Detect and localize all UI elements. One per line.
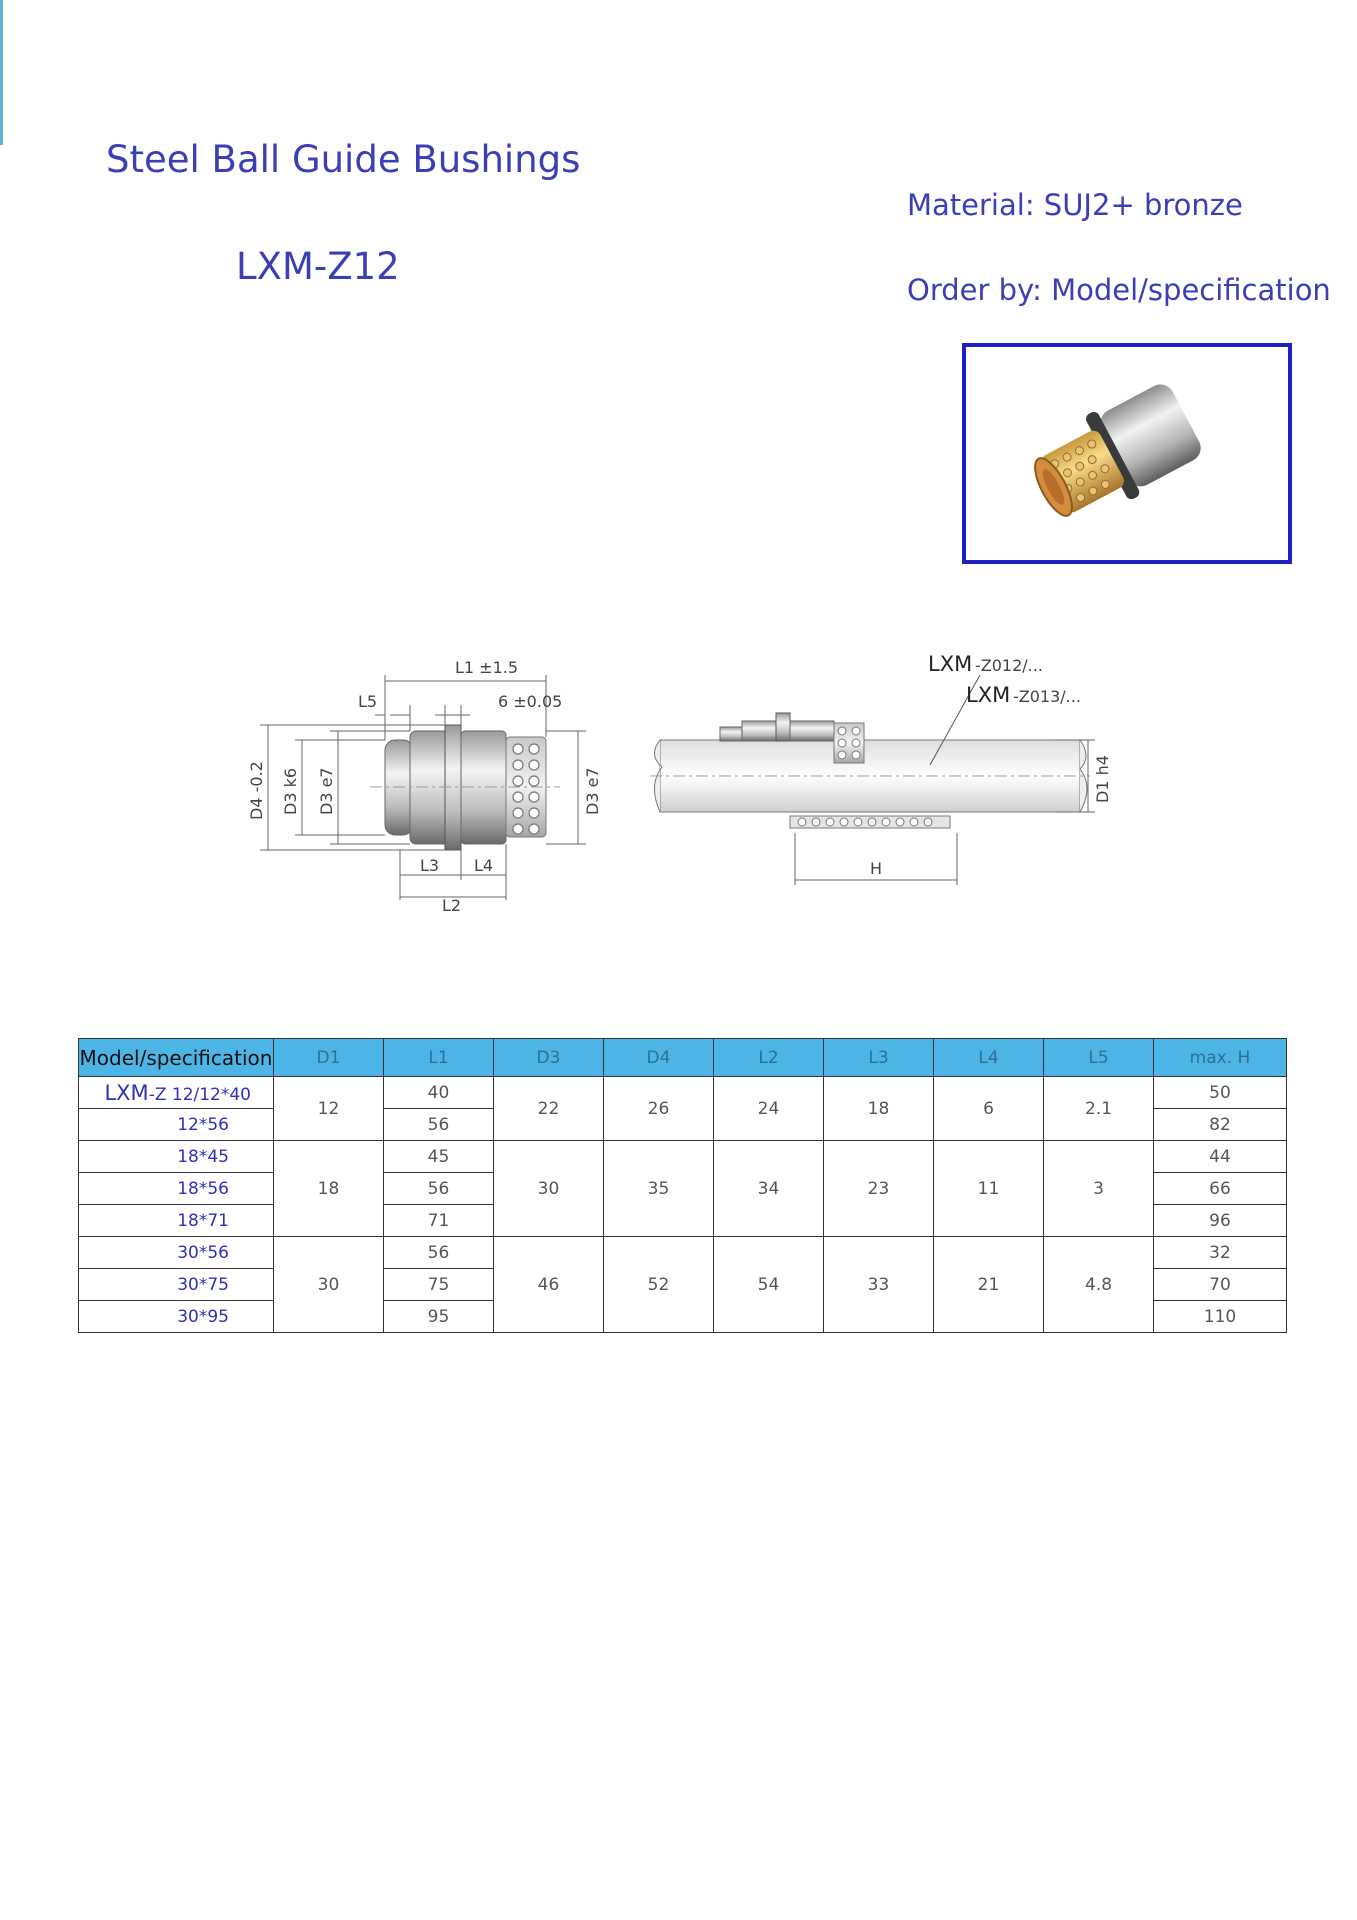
dim-l4: L4 — [474, 856, 494, 875]
callout-2-brand: LXM — [966, 683, 1011, 707]
d3-cell: 30 — [494, 1141, 604, 1237]
max-h-cell: 66 — [1154, 1173, 1287, 1205]
d3-cell: 46 — [494, 1237, 604, 1333]
d1-cell: 18 — [274, 1141, 384, 1237]
l3-cell: 23 — [824, 1141, 934, 1237]
d1-cell: 12 — [274, 1077, 384, 1141]
header-d1: D1 — [274, 1039, 384, 1077]
header-l5: L5 — [1044, 1039, 1154, 1077]
dim-l2: L2 — [442, 896, 462, 915]
dim-d3e7-left: D3 e7 — [317, 767, 336, 815]
d4-cell: 52 — [604, 1237, 714, 1333]
table-header-row — [79, 1039, 1287, 1077]
page-title: Steel Ball Guide Bushings — [106, 138, 581, 181]
dim-l5: L5 — [358, 692, 378, 711]
l3-cell: 33 — [824, 1237, 934, 1333]
dim-h: H — [870, 859, 883, 878]
l5-cell: 3 — [1044, 1141, 1154, 1237]
model-number: LXM-Z12 — [236, 245, 400, 288]
header-l3: L3 — [824, 1039, 934, 1077]
callout-1-brand: LXM — [928, 652, 973, 676]
table-row — [79, 1237, 1287, 1269]
model-cell: 18*45 — [79, 1141, 274, 1173]
product-photo — [966, 347, 1288, 560]
d4-cell: 35 — [604, 1141, 714, 1237]
material-text: Material: SUJ2+ bronze — [907, 188, 1243, 222]
header-l2: L2 — [714, 1039, 824, 1077]
l2-cell: 54 — [714, 1237, 824, 1333]
assembly-view — [650, 675, 1095, 885]
dim-d4: D4 -0.2 — [247, 761, 266, 820]
l1-cell: 71 — [384, 1205, 494, 1237]
model-cell: 18*56 — [79, 1173, 274, 1205]
table-row — [79, 1141, 1287, 1173]
model-cell — [79, 1077, 274, 1109]
l4-cell: 11 — [934, 1141, 1044, 1237]
callout-1-rest: -Z012/... — [975, 656, 1043, 675]
header-max-h: max. H — [1154, 1039, 1287, 1077]
dim-l1: L1 ±1.5 — [455, 658, 519, 677]
l1-cell: 45 — [384, 1141, 494, 1173]
d1-cell: 30 — [274, 1237, 384, 1333]
max-h-cell: 32 — [1154, 1237, 1287, 1269]
order-by-text: Order by: Model/specification — [907, 273, 1331, 307]
header-l1: L1 — [384, 1039, 494, 1077]
table-row — [79, 1077, 1287, 1109]
max-h-cell: 110 — [1154, 1301, 1287, 1333]
technical-drawing — [230, 645, 1190, 925]
d4-cell: 26 — [604, 1077, 714, 1141]
d3-cell: 22 — [494, 1077, 604, 1141]
l1-cell: 40 — [384, 1077, 494, 1109]
l1-cell: 56 — [384, 1173, 494, 1205]
max-h-cell: 70 — [1154, 1269, 1287, 1301]
callout-2-rest: -Z013/... — [1013, 687, 1081, 706]
header-model: Model/specification — [79, 1039, 274, 1077]
dim-d3e7-right: D3 e7 — [583, 767, 602, 815]
header-d3: D3 — [494, 1039, 604, 1077]
l3-cell: 18 — [824, 1077, 934, 1141]
page-edge-line — [0, 0, 3, 145]
header-d4: D4 — [604, 1039, 714, 1077]
model-brand: LXM — [104, 1080, 149, 1105]
max-h-cell: 82 — [1154, 1109, 1287, 1141]
l4-cell: 6 — [934, 1077, 1044, 1141]
max-h-cell: 44 — [1154, 1141, 1287, 1173]
dim-d3k6: D3 k6 — [281, 767, 300, 815]
spec-table — [78, 1038, 1287, 1333]
dim-six: 6 ±0.05 — [498, 692, 563, 711]
model-spec: -Z 12/12*40 — [148, 1084, 251, 1105]
l5-cell: 4.8 — [1044, 1237, 1154, 1333]
max-h-cell: 96 — [1154, 1205, 1287, 1237]
header-l4: L4 — [934, 1039, 1044, 1077]
max-h-cell: 50 — [1154, 1077, 1287, 1109]
dim-l3: L3 — [420, 856, 440, 875]
l5-cell: 2.1 — [1044, 1077, 1154, 1141]
l1-cell: 56 — [384, 1109, 494, 1141]
l1-cell: 75 — [384, 1269, 494, 1301]
l1-cell: 95 — [384, 1301, 494, 1333]
dim-d1h4: D1 h4 — [1093, 755, 1112, 803]
product-photo-frame — [962, 343, 1292, 564]
model-cell: 30*95 — [79, 1301, 274, 1333]
model-cell: 30*75 — [79, 1269, 274, 1301]
l2-cell: 24 — [714, 1077, 824, 1141]
model-cell: 30*56 — [79, 1237, 274, 1269]
bushing-side-view — [370, 725, 560, 850]
model-cell: 18*71 — [79, 1205, 274, 1237]
model-cell: 12*56 — [79, 1109, 274, 1141]
l4-cell: 21 — [934, 1237, 1044, 1333]
l2-cell: 34 — [714, 1141, 824, 1237]
l1-cell: 56 — [384, 1237, 494, 1269]
